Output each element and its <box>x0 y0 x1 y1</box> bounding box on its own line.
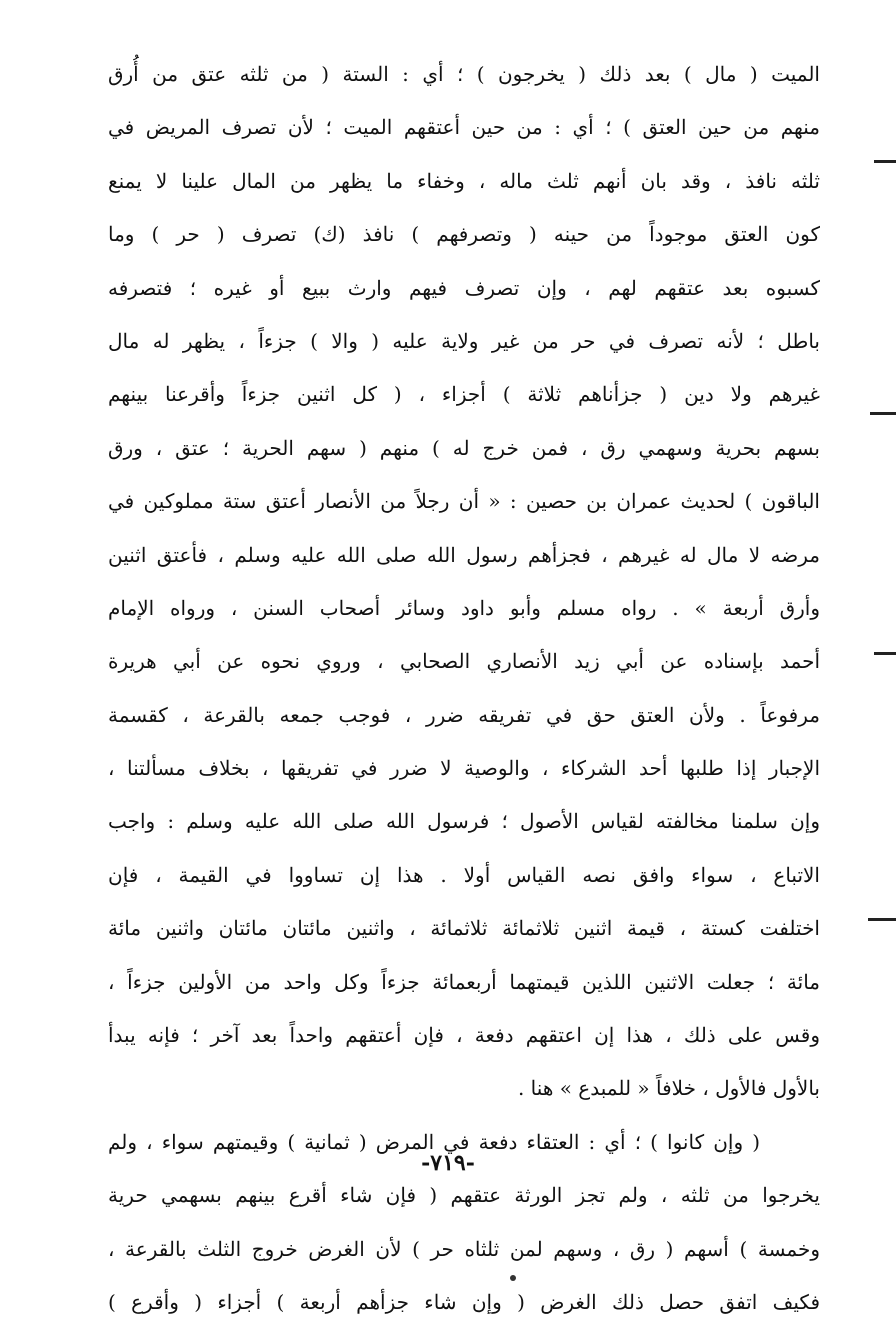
text-line: فكيف اتفق حصل ذلك الغرض ( وإن شاء جزأهم أربعة ) أجزاء ( وأقرع ) <box>108 1289 820 1314</box>
text-line: مرضه لا مال له غيرهم ، فجزأهم رسول الله صلى الله عليه وسلم ، فأعتق اثنين <box>108 542 820 567</box>
paragraph-start-line: ( وإن كانوا ) ؛ أي : العتقاء دفعة في المرض ( ثمانية ) وقيمتهم سواء ، ولم <box>108 1129 760 1154</box>
text-line: باطل ؛ لأنه تصرف في حر من غير ولاية عليه ( والا ) جزءاً ، يظهر له مال <box>108 328 820 353</box>
text-line: غيرهم ولا دين ( جزأناهم ثلاثة ) أجزاء ، ( كل اثنين جزءاً وأقرعنا بينهم <box>108 382 820 407</box>
text-line: كسبوه بعد عتقهم لهم ، وإن تصرف فيهم وارث ببيع أو غيره ؛ فتصرفه <box>108 275 820 300</box>
text-line: منهم من حين العتق ) ؛ أي : من حين أعتقهم الميت ؛ لأن تصرف المريض في <box>108 115 820 140</box>
text-line: وأرق أربعة » . رواه مسلم وأبو داود وسائر أصحاب السنن ، ورواه الإمام <box>108 595 820 620</box>
text-line: كون العتق موجوداً من حينه ( وتصرفهم ) نافذ (ك) تصرف ( حر ) وما <box>108 222 820 247</box>
text-line: الميت ( مال ) بعد ذلك ( يخرجون ) ؛ أي : الستة ( من ثلثه عتق من أُرق <box>108 62 820 86</box>
text-line: أحمد بإسناده عن أبي زيد الأنصاري الصحابي ، وروي نحوه عن أبي هريرة <box>108 649 820 674</box>
text-line: اختلفت كستة ، قيمة اثنين ثلاثمائة ثلاثمائة ، واثنين مائتان مائتان واثنين مائة <box>108 916 820 941</box>
text-line: الباقون ) لحديث عمران بن حصين : « أن رجلاً من الأنصار أعتق ستة مملوكين في <box>108 489 820 514</box>
text-line: يخرجوا من ثلثه ، ولم تجز الورثة عتقهم ( فإن شاء أقرع بينهم بسهمي حرية <box>108 1183 820 1208</box>
body-text <box>108 48 820 1329</box>
text-line: وخمسة ) أسهم ( رق ، وسهم لمن ثلثاه حر ) لأن الغرض خروج الثلث بالقرعة ، <box>108 1236 820 1261</box>
margin-mark <box>874 652 896 655</box>
text-line: وإن سلمنا مخالفته لقياس الأصول ؛ فرسول الله صلى الله عليه وسلم : واجب <box>108 809 820 834</box>
margin-mark <box>874 160 896 163</box>
page-number: -٧١٩- <box>421 1150 475 1176</box>
text-line: وقس على ذلك ، هذا إن اعتقهم دفعة ، فإن أعتقهم واحداً بعد آخر ؛ فإنه يبدأ <box>108 1023 820 1048</box>
paragraph-end-line: بالأول فالأول ، خلافاً « للمبدع » هنا . <box>517 1076 820 1101</box>
text-line: الاتباع ، سواء وافق نصه القياس أولا . هذا إن تساووا في القيمة ، فإن <box>108 862 820 887</box>
margin-mark <box>868 918 896 921</box>
margin-mark <box>870 412 896 415</box>
text-line: بسهم بحرية وسهمي رق ، فمن خرج له ) منهم ( سهم الحرية ؛ عتق ، ورق <box>108 435 820 460</box>
text-line: مائة ؛ جعلت الاثنين اللذين قيمتهما أربعمائة جزءاً وكل واحد من الأولين جزءاً ، <box>108 969 820 994</box>
text-line: الإجبار إذا طلبها أحد الشركاء ، والوصية لا ضرر في تفريقها ، بخلاف مسألتنا ، <box>108 756 820 781</box>
text-line: مرفوعاً . ولأن العتق حق في تفريقه ضرر ، فوجب جمعه بالقرعة ، كقسمة <box>108 702 820 727</box>
text-line: ثلثه نافذ ، وقد بان أنهم ثلث ماله ، وخفاء ما يظهر من المال علينا لا يمنع <box>108 168 820 193</box>
